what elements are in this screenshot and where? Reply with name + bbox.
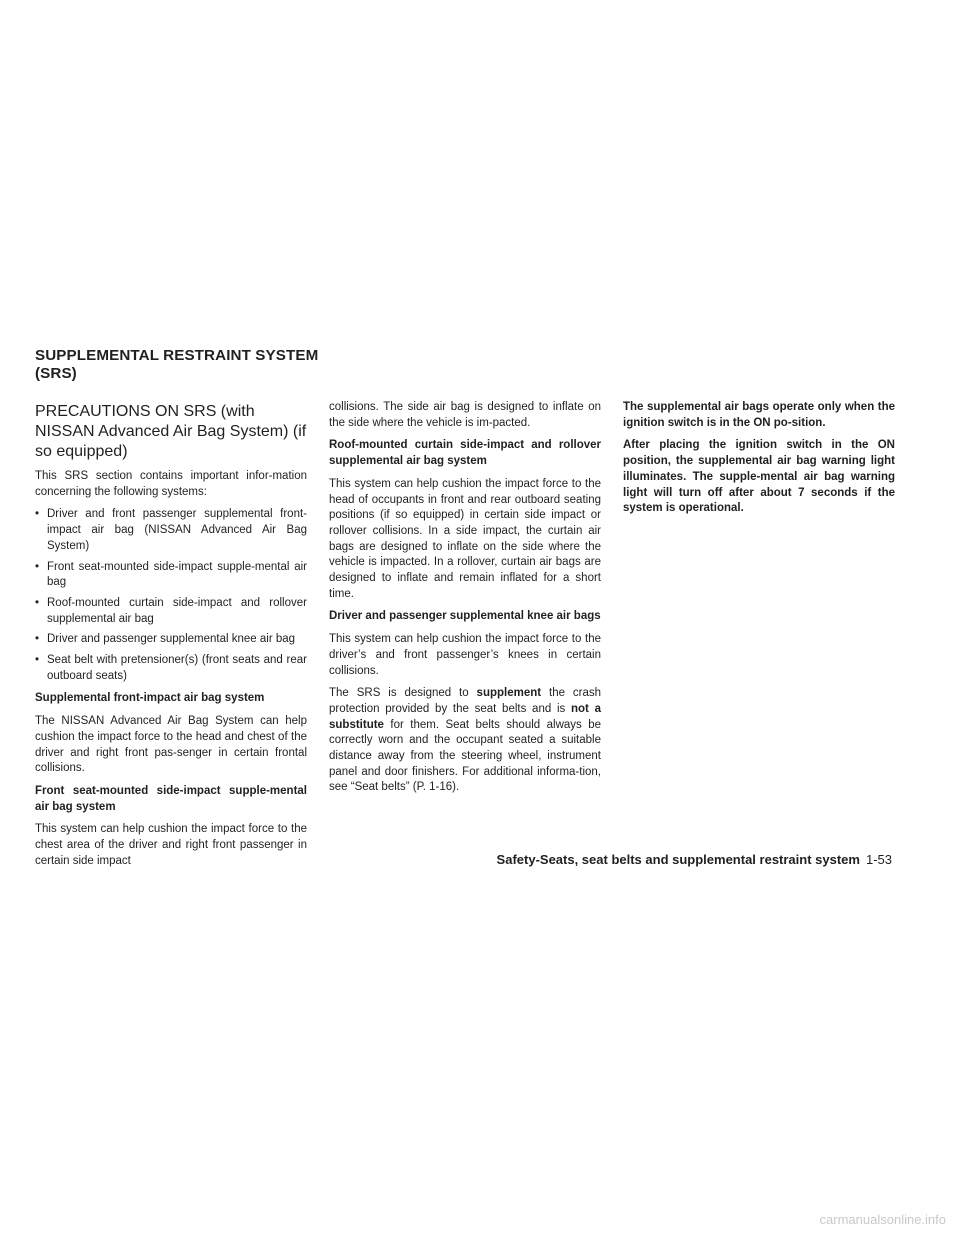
list-item: • Driver and front passenger supplemental front-impact air bag (NISSAN Advanced Air Bag System) (35, 508, 307, 552)
front-impact-heading: Supplemental front-impact air bag system (35, 692, 265, 705)
intro-paragraph: This SRS section contains important infor-mation concerning the following systems: (35, 470, 307, 498)
chapter-title: Safety-Seats, seat belts and supplemental restraint system (496, 852, 860, 867)
list-item: • Driver and passenger supplemental knee air bag (35, 632, 307, 648)
precautions-subheading: PRECAUTIONS ON SRS (with NISSAN Advanced Air Bag System) (if so equipped) (35, 403, 307, 460)
column-1 (35, 402, 307, 876)
knee-heading: Driver and passenger supplemental knee air bags (329, 610, 601, 623)
bullet-icon: • (35, 596, 40, 609)
list-item: • Roof-mounted curtain side-impact and rollover supplemental air bag (35, 596, 307, 625)
side-airbag-paragraph: collisions. The side air bag is designed to inflate on the side where the vehicle is im-pacted. (329, 401, 601, 429)
bullet-icon: • (35, 633, 40, 646)
not-substitute-emphasis: not a substitute (329, 702, 601, 731)
warning-light-paragraph: After placing the ignition switch in the ON position, the supplemental air bag warning light illuminates. The supple-mental air bag warning light will turn off after about 7 seconds if the system is operational. (623, 439, 895, 515)
systems-list (35, 507, 307, 684)
knee-paragraph: This system can help cushion the impact force to the driver’s and front passenger’s knees in certain collisions. (329, 633, 601, 677)
curtain-heading: Roof-mounted curtain side-impact and rollover supplemental air bag system (329, 439, 601, 468)
curtain-paragraph: This system can help cushion the impact force to the head of occupants in front and rear outboard seating positions (if so equipped) in certain side impact or rollover collisions. In a side impact, the curtain air bags are designed to inflate on the side where the vehicle is impacted. In a rollover, curtain air bags are designed to inflate and remain inflated for a short time. (329, 477, 601, 600)
bullet-icon: • (35, 508, 40, 521)
srs-paragraph: The SRS is designed to supplement the crash protection provided by the seat belts and is not a substitute for them. Seat belts should always be correctly worn and the occupant seated a suitable distance away from the steering wheel, instrument panel and door finishers. For additional informa-tion, see “Seat belts” (P. 1-16). (329, 687, 602, 794)
list-item: • Front seat-mounted side-impact supple-mental air bag (35, 560, 307, 589)
ignition-on-paragraph: The supplemental air bags operate only when the ignition switch is in the ON po-sition. (623, 401, 895, 429)
seat-mounted-heading: Front seat-mounted side-impact supple-mental air bag system (35, 784, 307, 813)
page-footer (497, 852, 892, 867)
bullet-icon: • (35, 560, 40, 573)
section-heading: SUPPLEMENTAL RESTRAINT SYSTEM (SRS) (35, 347, 319, 382)
supplement-emphasis: supplement (476, 687, 542, 700)
column-2 (329, 400, 601, 803)
seat-mounted-paragraph: This system can help cushion the impact force to the chest area of the driver and right front passenger in certain side impact (35, 823, 307, 867)
bullet-icon: • (35, 654, 40, 667)
column-3 (623, 400, 895, 524)
front-impact-paragraph: The NISSAN Advanced Air Bag System can help cushion the impact force to the head and chest of the driver and right front pas-senger in certain frontal collisions. (35, 715, 307, 775)
page-number: 1-53 (865, 852, 892, 867)
list-item: • Seat belt with pretensioner(s) (front seats and rear outboard seats) (35, 654, 307, 682)
watermark: carmanualsonline.info (819, 1212, 946, 1227)
